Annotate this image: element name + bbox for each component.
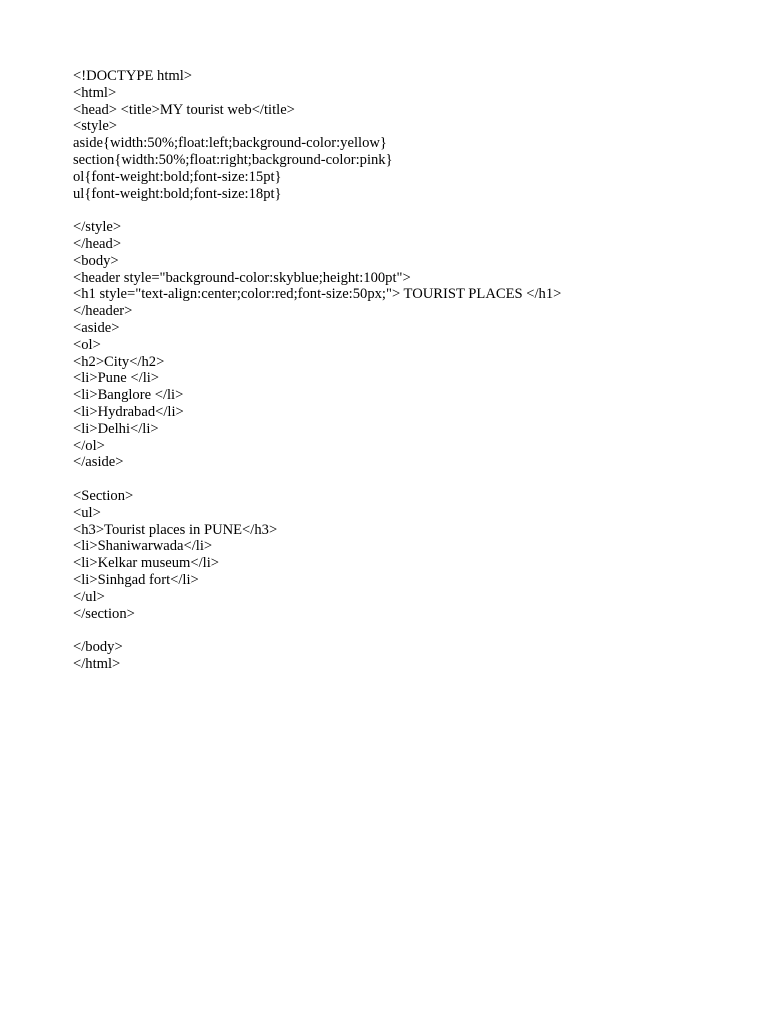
document-line: ul{font-weight:bold;font-size:18pt} <box>73 185 282 202</box>
document-line: <aside> <box>73 319 120 336</box>
document-line: </ul> <box>73 588 105 605</box>
document-line: </aside> <box>73 454 124 471</box>
document-line: <h3>Tourist places in PUNE</h3> <box>73 521 278 538</box>
document-line: <li>Sinhgad fort</li> <box>73 571 199 588</box>
document-line: <ol> <box>73 336 101 353</box>
document-line: <style> <box>73 118 118 135</box>
document-line: </head> <box>73 235 122 252</box>
document-line: <li>Banglore </li> <box>73 387 184 404</box>
document-line: </body> <box>73 639 123 656</box>
document-line: aside{width:50%;float:left;background-color:yellow} <box>73 135 387 152</box>
document-line: <li>Shaniwarwada</li> <box>73 538 213 555</box>
document-line: <ul> <box>73 504 101 521</box>
document-line: <h1 style="text-align:center;color:red;font-size:50px;"> TOURIST PLACES </h1> <box>73 286 562 303</box>
document-line: <li>Hydrabad</li> <box>73 403 184 420</box>
document-line: section{width:50%;float:right;background-color:pink} <box>73 151 393 168</box>
document-line: <li>Pune </li> <box>73 370 160 387</box>
document-line: <Section> <box>73 487 134 504</box>
document-body <box>73 68 753 673</box>
document-line: </header> <box>73 303 133 320</box>
document-line: </ol> <box>73 437 105 454</box>
document-line: <li>Delhi</li> <box>73 420 159 437</box>
document-line: <!DOCTYPE html> <box>73 68 193 84</box>
document-line: <head> <title>MY tourist web</title> <box>73 101 295 118</box>
blank-line <box>73 202 753 219</box>
document-line: <h2>City</h2> <box>73 353 165 370</box>
document-line: ol{font-weight:bold;font-size:15pt} <box>73 168 282 185</box>
document-line: <body> <box>73 252 119 269</box>
document-line: <header style="background-color:skyblue;height:100pt"> <box>73 269 411 286</box>
blank-line <box>73 622 753 639</box>
blank-line <box>73 471 753 488</box>
document-line: </section> <box>73 605 135 622</box>
document-line: <li>Kelkar museum</li> <box>73 555 220 572</box>
document-line: </style> <box>73 219 122 236</box>
document-line: </html> <box>73 655 121 672</box>
document-line: <html> <box>73 84 117 101</box>
